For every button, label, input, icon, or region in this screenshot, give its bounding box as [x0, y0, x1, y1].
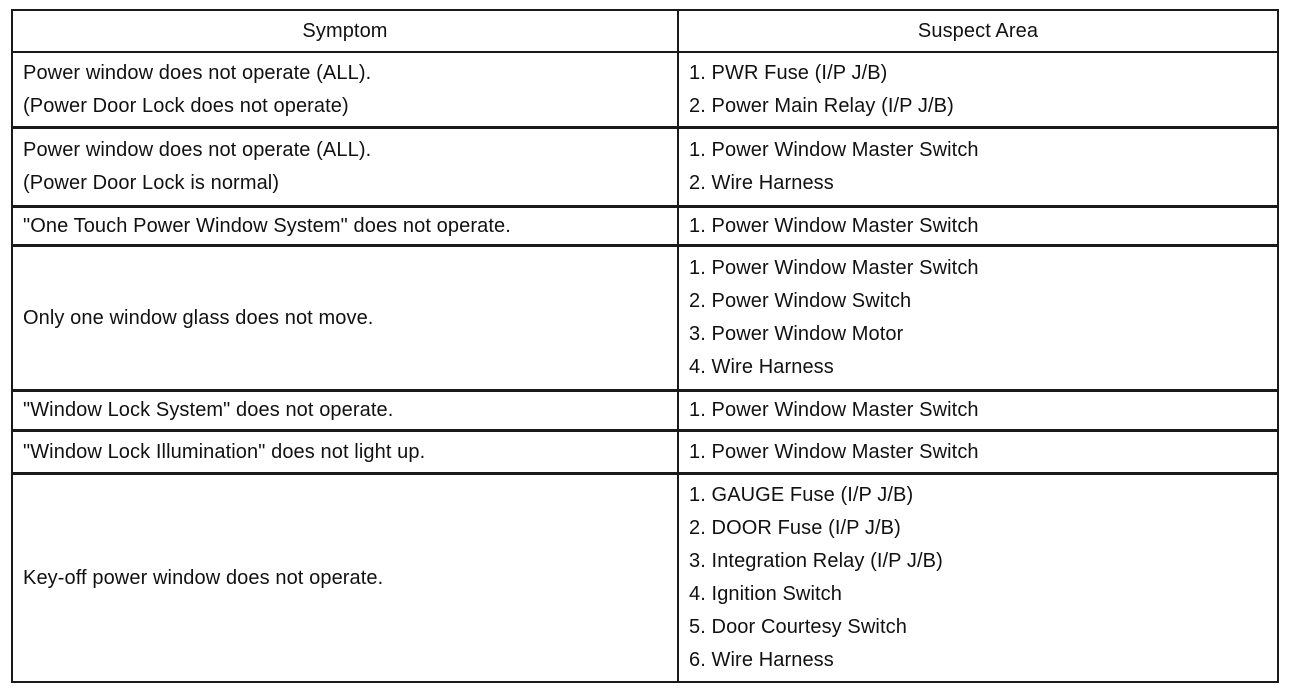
suspect-item: 2. DOOR Fuse (I/P J/B)	[689, 517, 901, 539]
suspect-item: 1. Power Window Master Switch	[689, 257, 979, 279]
symptom-text: Power window does not operate (ALL).	[23, 139, 372, 161]
troubleshooting-table	[11, 9, 1279, 683]
suspect-cell	[679, 129, 1277, 208]
suspect-item: 5. Door Courtesy Switch	[689, 616, 907, 638]
symptom-cell	[13, 129, 679, 208]
suspect-item: 3. Integration Relay (I/P J/B)	[689, 550, 943, 572]
symptom-text: "Window Lock System" does not operate.	[23, 399, 394, 421]
symptom-cell	[13, 208, 679, 247]
suspect-item: 4. Wire Harness	[689, 356, 834, 378]
suspect-cell	[679, 475, 1277, 681]
suspect-item: 3. Power Window Motor	[689, 323, 904, 345]
suspect-cell	[679, 432, 1277, 475]
suspect-item: 1. PWR Fuse (I/P J/B)	[689, 61, 888, 84]
suspect-item: 1. Power Window Master Switch	[689, 214, 979, 237]
suspect-item: 1. Power Window Master Switch	[689, 440, 979, 463]
suspect-cell	[679, 208, 1277, 247]
symptom-cell	[13, 247, 679, 392]
suspect-cell	[679, 392, 1277, 432]
suspect-item: 1. Power Window Master Switch	[689, 399, 979, 421]
symptom-text: Key-off power window does not operate.	[23, 566, 384, 589]
suspect-item: 6. Wire Harness	[689, 649, 834, 671]
header-suspect-area	[679, 11, 1277, 53]
symptom-text: (Power Door Lock is normal)	[23, 172, 280, 194]
symptom-cell	[13, 475, 679, 681]
suspect-cell	[679, 53, 1277, 129]
header-symptom-label: Symptom	[302, 19, 388, 42]
symptom-text: Power window does not operate (ALL).	[23, 61, 372, 84]
symptom-text: "Window Lock Illumination" does not light up.	[23, 440, 426, 463]
suspect-item: 2. Power Window Switch	[689, 290, 912, 312]
header-suspect-area-label: Suspect Area	[917, 19, 1039, 42]
symptom-cell	[13, 432, 679, 475]
symptom-text: "One Touch Power Window System" does not operate.	[23, 214, 511, 237]
suspect-item: 4. Ignition Switch	[689, 583, 842, 605]
suspect-item: 2. Wire Harness	[689, 172, 834, 194]
header-symptom	[13, 11, 679, 53]
suspect-item: 2. Power Main Relay (I/P J/B)	[689, 94, 954, 117]
suspect-item: 1. Power Window Master Switch	[689, 139, 979, 161]
symptom-text: Only one window glass does not move.	[23, 306, 374, 329]
symptom-text: (Power Door Lock does not operate)	[23, 94, 349, 117]
suspect-cell	[679, 247, 1277, 392]
symptom-cell	[13, 392, 679, 432]
suspect-item: 1. GAUGE Fuse (I/P J/B)	[689, 484, 914, 506]
symptom-cell	[13, 53, 679, 129]
